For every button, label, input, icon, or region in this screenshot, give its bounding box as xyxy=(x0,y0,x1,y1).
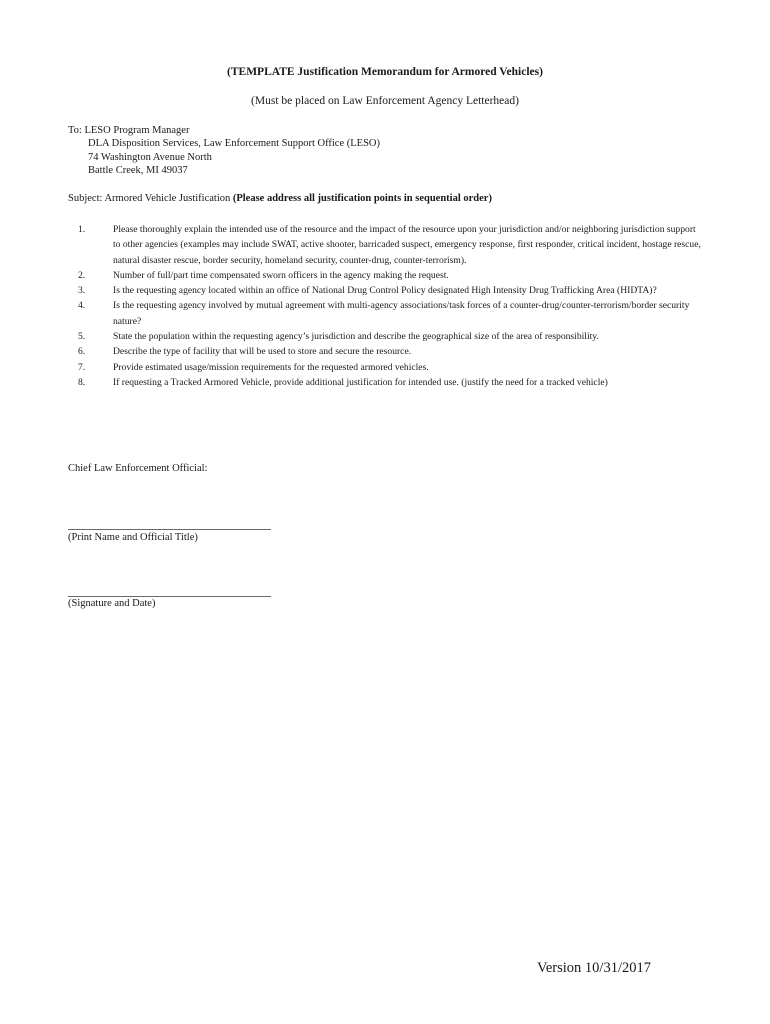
subject-label: Subject: Armored Vehicle Justification xyxy=(68,193,233,204)
subject-instruction: (Please address all justification points in sequential order) xyxy=(232,193,492,204)
signature-label: (Signature and Date) xyxy=(68,598,156,609)
address-line-4: Battle Creek, MI 49037 xyxy=(88,164,188,176)
list-item xyxy=(78,375,703,390)
print-name-label: (Print Name and Official Title) xyxy=(68,532,198,543)
list-item-text: Please thoroughly explain the intended use of the resource and the impact of the resource upon your jurisdiction and/or neighboring jurisdiction support to other agencies (examples may include SWAT, active shooter, barricaded suspect, emergency response, first responder, critical incident, hostage rescue, natural disaster rescue, border security, homeland security, counter-drug, counter-terrorism). xyxy=(113,224,701,266)
list-item-text: Is the requesting agency located within an office of National Drug Control Policy designated High Intensity Drug Trafficking Area (HIDTA)? xyxy=(113,285,657,297)
subject-line xyxy=(68,193,492,204)
memo-title: (TEMPLATE Justification Memorandum for Armored Vehicles) xyxy=(227,66,543,78)
address-line-3: 74 Washington Avenue North xyxy=(88,151,212,163)
print-name-line xyxy=(68,529,271,530)
list-item-text: Is the requesting agency involved by mutual agreement with multi-agency associations/task forces of a counter-drug/counter-terrorism/border security nature? xyxy=(113,300,690,327)
list-item-number: 8. xyxy=(78,376,86,388)
list-item-number: 4. xyxy=(78,300,86,312)
list-item-number: 2. xyxy=(78,269,86,281)
list-item xyxy=(78,329,703,344)
list-item xyxy=(78,222,703,268)
address-line-2: DLA Disposition Services, Law Enforcement Support Office (LESO) xyxy=(88,138,380,150)
address-to-line: To: LESO Program Manager xyxy=(68,125,190,136)
list-item-text: State the population within the requesting agency’s jurisdiction and describe the geographical size of the area of responsibility. xyxy=(113,331,599,343)
memo-subtitle: (Must be placed on Law Enforcement Agency Letterhead) xyxy=(251,95,519,107)
version-label: Version 10/31/2017 xyxy=(537,960,651,976)
list-item xyxy=(78,298,703,329)
list-item-number: 1. xyxy=(78,224,86,235)
signature-line xyxy=(68,596,271,597)
official-label: Chief Law Enforcement Official: xyxy=(68,463,208,474)
list-item xyxy=(78,283,703,298)
list-item-number: 3. xyxy=(78,285,86,297)
list-item-number: 7. xyxy=(78,361,86,373)
address-block xyxy=(68,124,380,177)
list-item-number: 6. xyxy=(78,346,86,358)
list-item-text: Describe the type of facility that will be used to store and secure the resource. xyxy=(113,346,412,358)
list-item-text: If requesting a Tracked Armored Vehicle, provide additional justification for intended use. (justify the need for a tracked vehicle) xyxy=(113,376,608,388)
list-item-text: Provide estimated usage/mission requirements for the requested armored vehicles. xyxy=(113,361,429,373)
list-item-text: Number of full/part time compensated sworn officers in the agency making the request. xyxy=(113,269,449,281)
list-item xyxy=(78,360,703,375)
justification-list xyxy=(78,222,703,390)
list-item xyxy=(78,268,703,283)
list-item xyxy=(78,344,703,359)
list-item-number: 5. xyxy=(78,331,86,343)
